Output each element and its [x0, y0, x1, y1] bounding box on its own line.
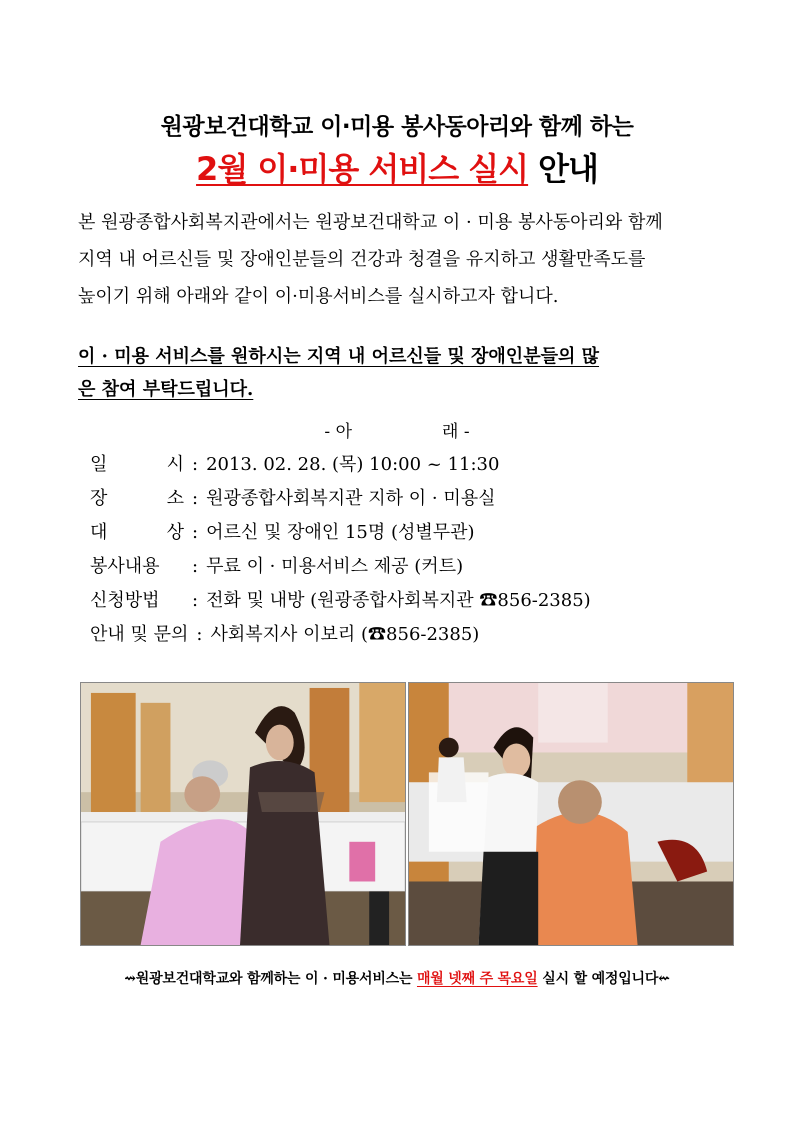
- detail-value-place: 원광종합사회복지관 지하 이 · 미용실: [206, 488, 496, 509]
- detail-row-apply: [90, 586, 750, 620]
- detail-value-target: 어르신 및 장애인 15명 (성별무관): [206, 522, 475, 543]
- divider-left: - 아: [324, 422, 352, 442]
- detail-colon: :: [192, 488, 199, 509]
- schedule-footer: [0, 968, 794, 988]
- detail-value-content: 무료 이 · 미용서비스 제공 (커트): [206, 556, 464, 577]
- appeal-line-1: 이 · 미용 서비스를 원하시는 지역 내 어르신들 및 장애인분들의 많: [78, 346, 600, 367]
- detail-label-inquiry: 안내 및 문의: [90, 624, 189, 645]
- haircut-photo-right-image: [409, 683, 733, 945]
- detail-label-target-b: 상: [166, 522, 184, 543]
- intro-line-1: 본 원광종합사회복지관에서는 원광보건대학교 이 · 미용 봉사동아리와 함께: [78, 212, 663, 233]
- detail-colon: :: [192, 590, 199, 611]
- notice-subtitle: 원광보건대학교 이·미용 봉사동아리와 함께 하는: [160, 114, 634, 140]
- detail-label-place-b: 소: [166, 488, 184, 509]
- notice-title-rest: 안내: [538, 150, 598, 188]
- section-divider: [0, 417, 794, 442]
- detail-colon: :: [196, 624, 203, 645]
- appeal-line-2: 은 참여 부탁드립니다.: [78, 379, 254, 400]
- participation-appeal: [78, 340, 738, 406]
- footer-prefix: ⇝원광보건대학교와 함께하는 이 · 미용서비스는: [124, 971, 417, 987]
- event-details: [90, 450, 750, 654]
- detail-value-inquiry: 사회복지사 이보리 (☎856-2385): [210, 624, 480, 645]
- detail-label-target-a: 대: [90, 522, 108, 543]
- haircut-photo-left: [80, 682, 406, 946]
- detail-row-content: [90, 552, 750, 586]
- haircut-photo-left-image: [81, 683, 405, 945]
- notice-title: [0, 144, 794, 190]
- footer-highlight: 매월 넷째 주 목요일: [416, 971, 538, 987]
- detail-label-place: [90, 484, 184, 510]
- detail-label-apply: 신청방법: [90, 590, 160, 611]
- intro-line-3: 높이기 위해 아래와 같이 이·미용서비스를 실시하고자 합니다.: [78, 286, 559, 307]
- intro-paragraph: [78, 204, 738, 315]
- detail-label-date-b: 시: [166, 454, 184, 475]
- detail-row-target: [90, 518, 750, 552]
- detail-row-date: [90, 450, 750, 484]
- footer-suffix: 실시 할 예정입니다⇜: [537, 971, 670, 987]
- detail-value-apply: 전화 및 내방 (원광종합사회복지관 ☎856-2385): [206, 590, 591, 611]
- detail-value-date: 2013. 02. 28. (목) 10:00 ~ 11:30: [206, 454, 500, 475]
- detail-row-place: [90, 484, 750, 518]
- haircut-photo-right: [408, 682, 734, 946]
- detail-colon: :: [192, 454, 199, 475]
- detail-colon: :: [192, 556, 199, 577]
- detail-label-date-a: 일: [90, 454, 108, 475]
- detail-colon: :: [192, 522, 199, 543]
- divider-right: 래 -: [442, 422, 470, 442]
- detail-label-date: [90, 450, 184, 476]
- detail-label-place-a: 장: [90, 488, 108, 509]
- detail-label-content: 봉사내용: [90, 556, 160, 577]
- detail-row-inquiry: [90, 620, 750, 654]
- event-photos: [80, 682, 734, 946]
- intro-line-2: 지역 내 어르신들 및 장애인분들의 건강과 청결을 유지하고 생활만족도를: [78, 249, 646, 270]
- detail-label-target: [90, 518, 184, 544]
- notice-title-highlight: 2월 이·미용 서비스 실시: [196, 150, 529, 188]
